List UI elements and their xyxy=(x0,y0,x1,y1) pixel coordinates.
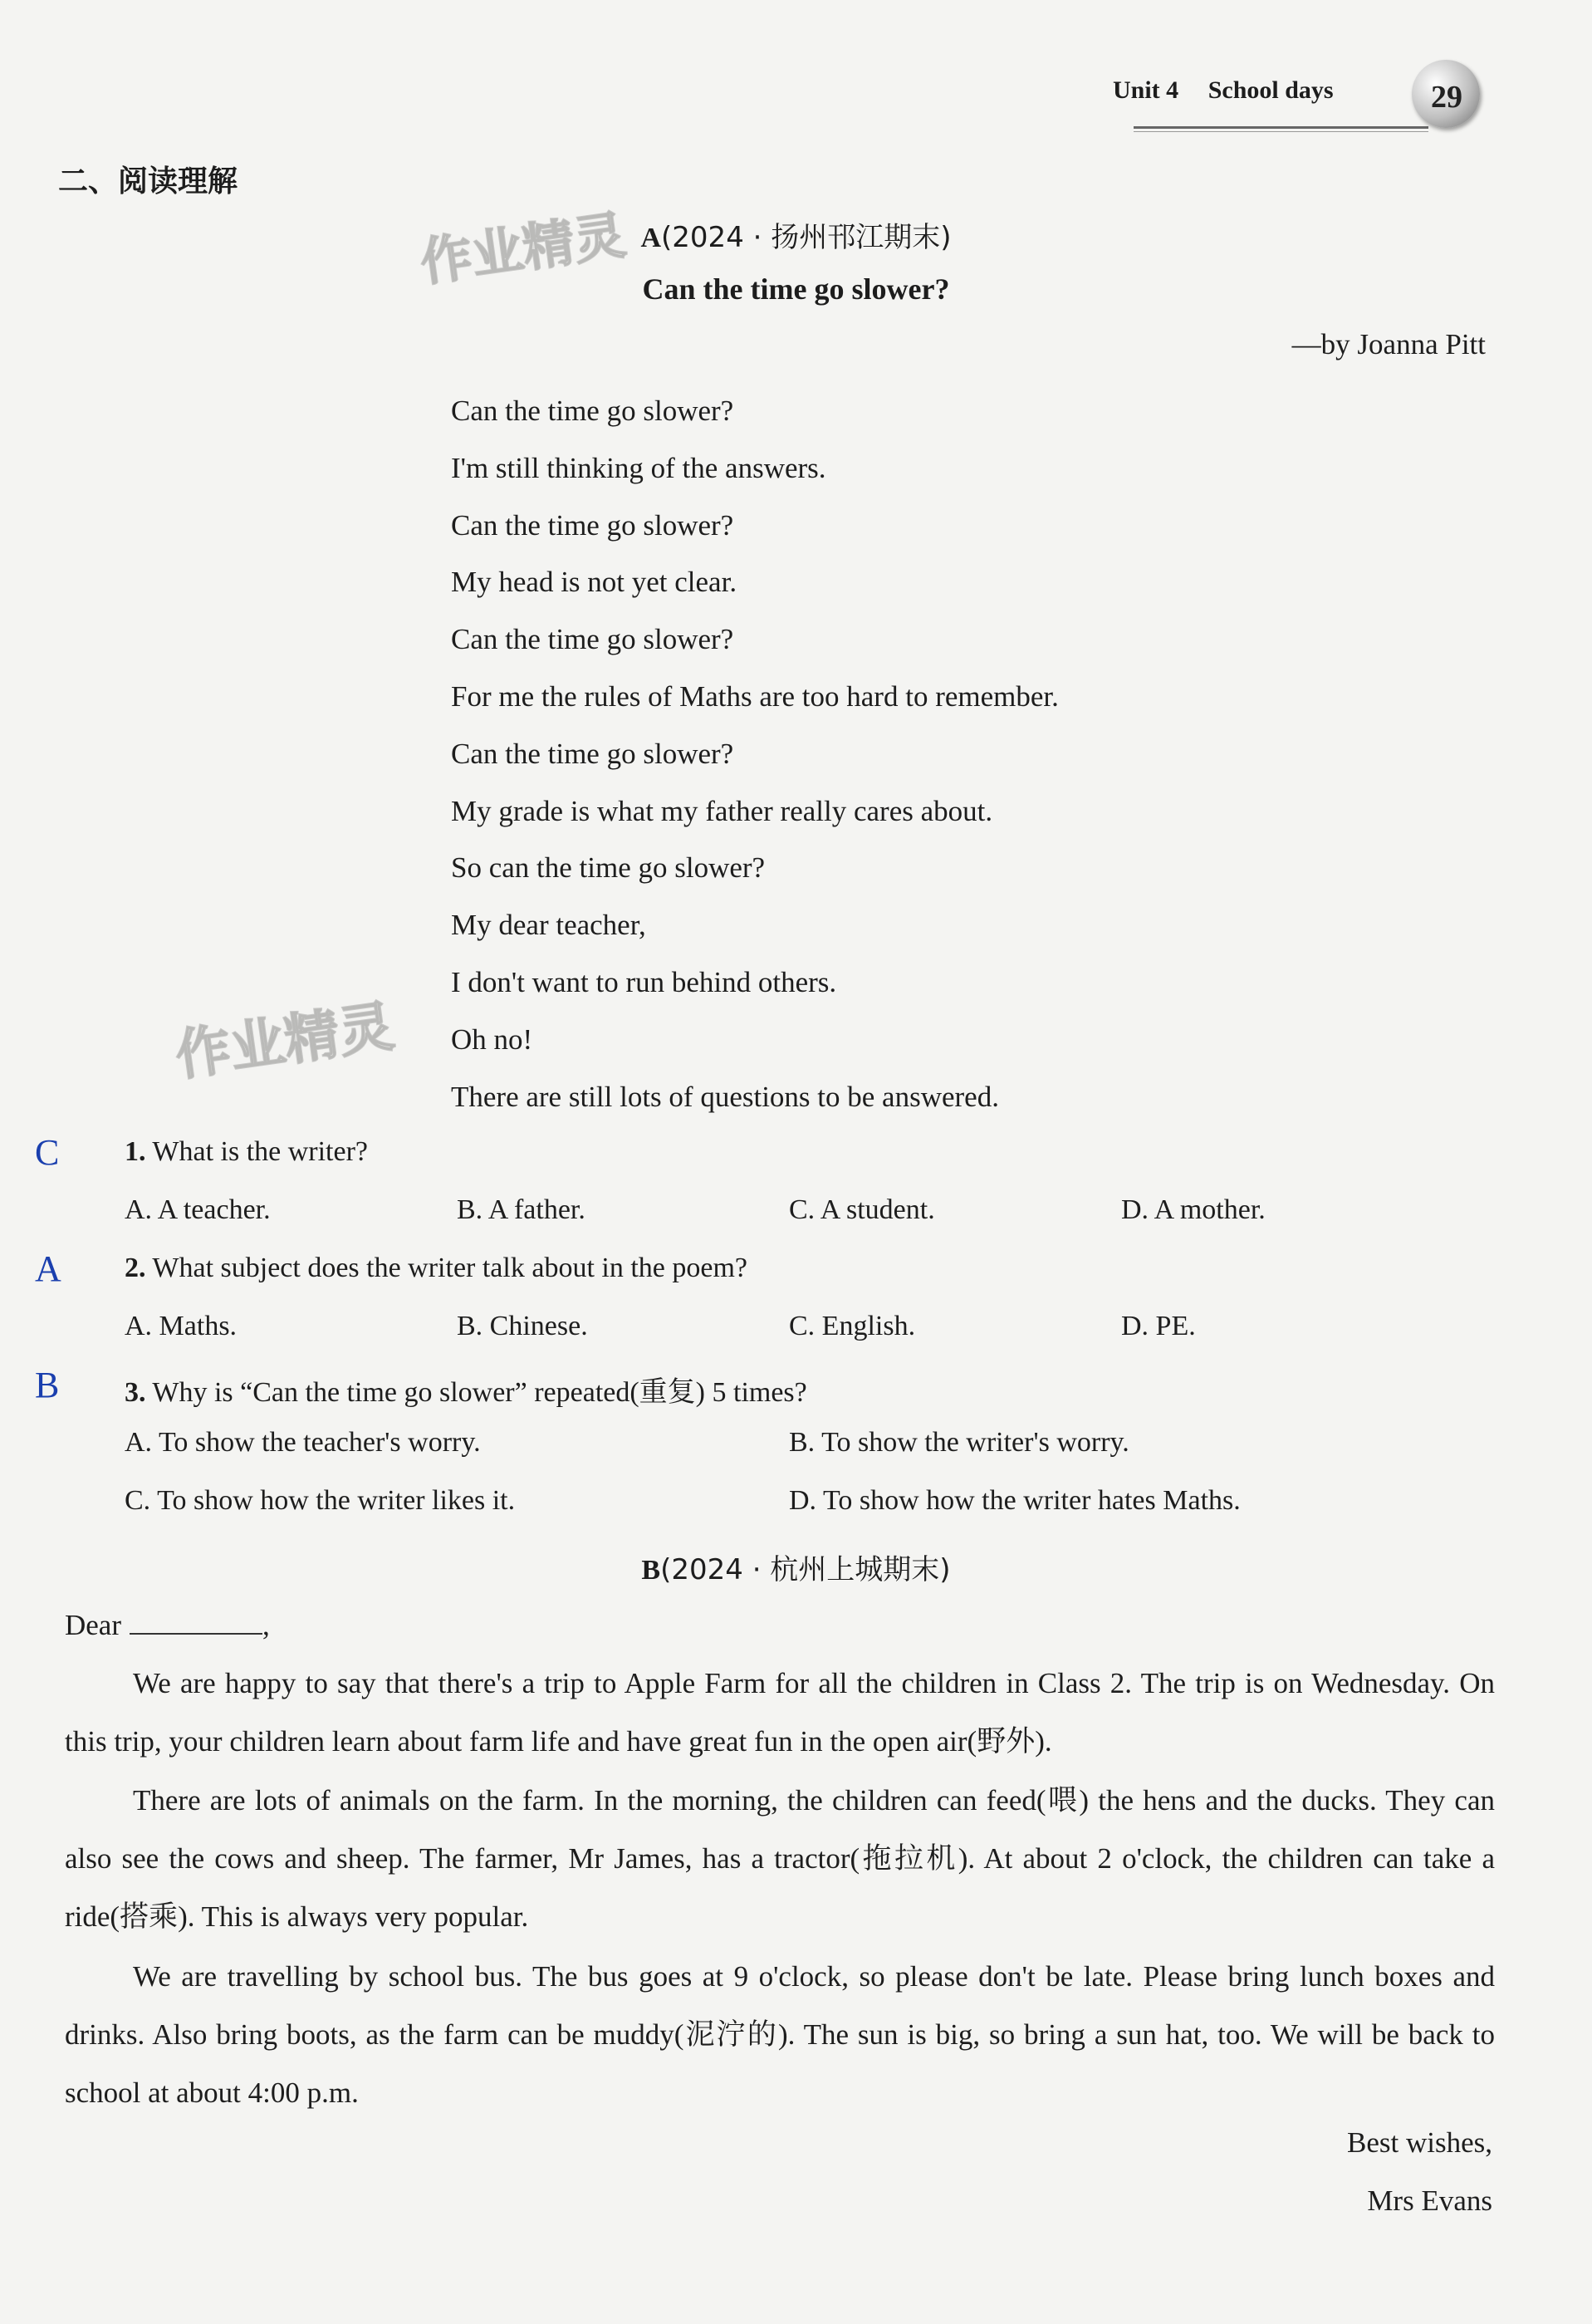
letter-paragraph-3: We are travelling by school bus. The bus goes at 9 o'clock, so please don't be late. Please bring lunch boxes and drinks. Also bring boots, as the farm can be muddy(泥泞的). The sun is big, so bring a sun hat, too. We will be back to school at about 4:00 p.m. xyxy=(65,1960,1495,2109)
option-1c: C. A student. xyxy=(789,1194,935,1225)
letter-paragraph-2: There are lots of animals on the farm. In the morning, the children can feed(喂) the hens and the ducks. They can also see the cows and sheep. The farmer, Mr James, has a tractor(拖拉机). At about 2 o'clock, the children can take a ride(搭乘). This is always very popular. xyxy=(65,1784,1495,1933)
unit-label: Unit 4 xyxy=(1113,76,1179,104)
greeting-word: Dear xyxy=(65,1609,122,1641)
option-1d: D. A mother. xyxy=(1121,1194,1266,1225)
watermark-middle: 作业精灵 xyxy=(171,993,398,1088)
answer-mark-3: B xyxy=(35,1365,60,1405)
poem-line: I don't want to run behind others. xyxy=(451,965,837,998)
question-text: What subject does the writer talk about in the poem? xyxy=(152,1253,747,1283)
option-2c: C. English. xyxy=(789,1311,916,1341)
poem-line: Can the time go slower? xyxy=(451,395,734,427)
poem-line: Can the time go slower? xyxy=(451,623,734,656)
option-1a: A. A teacher. xyxy=(125,1194,271,1225)
poem-line: My head is not yet clear. xyxy=(451,566,737,599)
option-3b: B. To show the writer's worry. xyxy=(789,1427,1129,1458)
page-number: 29 xyxy=(1431,80,1462,115)
question-2 xyxy=(125,1253,747,1284)
part-a-source: (2024 · 扬州邗江期末) xyxy=(661,221,952,254)
letter-signature: Mrs Evans xyxy=(1367,2184,1492,2217)
poem-line: My grade is what my father really cares about. xyxy=(451,794,993,827)
answer-mark-1: C xyxy=(35,1132,60,1173)
poem-line: For me the rules of Maths are too hard to remember. xyxy=(451,679,1059,713)
letter-greeting xyxy=(65,1596,1495,1655)
poem-line: My dear teacher, xyxy=(451,909,646,942)
question-number: 2. xyxy=(125,1253,146,1283)
poem-title: Can the time go slower? xyxy=(642,272,950,306)
poem-line: There are still lots of questions to be answered. xyxy=(451,1080,999,1113)
part-b-source: (2024 · 杭州上城期末) xyxy=(660,1553,951,1586)
header-rule-thin xyxy=(1134,131,1428,132)
question-1 xyxy=(125,1136,368,1168)
question-text: What is the writer? xyxy=(152,1136,369,1167)
letter-closing: Best wishes, xyxy=(1347,2126,1492,2159)
option-2b: B. Chinese. xyxy=(457,1311,588,1341)
part-b-heading xyxy=(0,1547,1592,1587)
option-2d: D. PE. xyxy=(1121,1311,1196,1341)
poem-line: Oh no! xyxy=(451,1022,533,1056)
greeting-blank xyxy=(130,1608,262,1635)
option-3c: C. To show how the writer likes it. xyxy=(125,1485,516,1516)
option-2a: A. Maths. xyxy=(125,1311,238,1341)
answer-mark-2: A xyxy=(35,1248,61,1289)
poem xyxy=(451,390,1059,1133)
poem-line: So can the time go slower? xyxy=(451,851,766,885)
option-1b: B. A father. xyxy=(457,1194,585,1225)
option-3d: D. To show how the writer hates Maths. xyxy=(789,1485,1241,1516)
poem-line: Can the time go slower? xyxy=(451,737,734,770)
question-text: Why is “Can the time go slower” repeated(重复) 5 times? xyxy=(152,1377,807,1408)
greeting-comma: , xyxy=(262,1609,270,1641)
option-3a: A. To show the teacher's worry. xyxy=(125,1427,481,1458)
section-title: 二、阅读理解 xyxy=(58,164,238,199)
poem-line: I'm still thinking of the answers. xyxy=(451,451,826,484)
question-3 xyxy=(125,1369,807,1410)
poem-line: Can the time go slower? xyxy=(451,508,734,542)
header-rule xyxy=(1134,126,1428,129)
part-a-heading xyxy=(0,214,1592,255)
question-number: 3. xyxy=(125,1377,146,1408)
part-a-label: A xyxy=(640,223,662,253)
part-b-label: B xyxy=(641,1555,661,1586)
question-number: 1. xyxy=(125,1136,146,1167)
watermark-top: 作业精灵 xyxy=(416,204,629,293)
letter-paragraph-1: We are happy to say that there's a trip to Apple Farm for all the children in Class 2. The trip is on Wednesday. On this trip, your children learn about farm life and have great fun in the open air(野外). xyxy=(65,1667,1495,1758)
unit-title: School days xyxy=(1207,76,1334,104)
poem-author: —by Joanna Pitt xyxy=(1291,328,1486,360)
running-header xyxy=(1113,76,1334,105)
